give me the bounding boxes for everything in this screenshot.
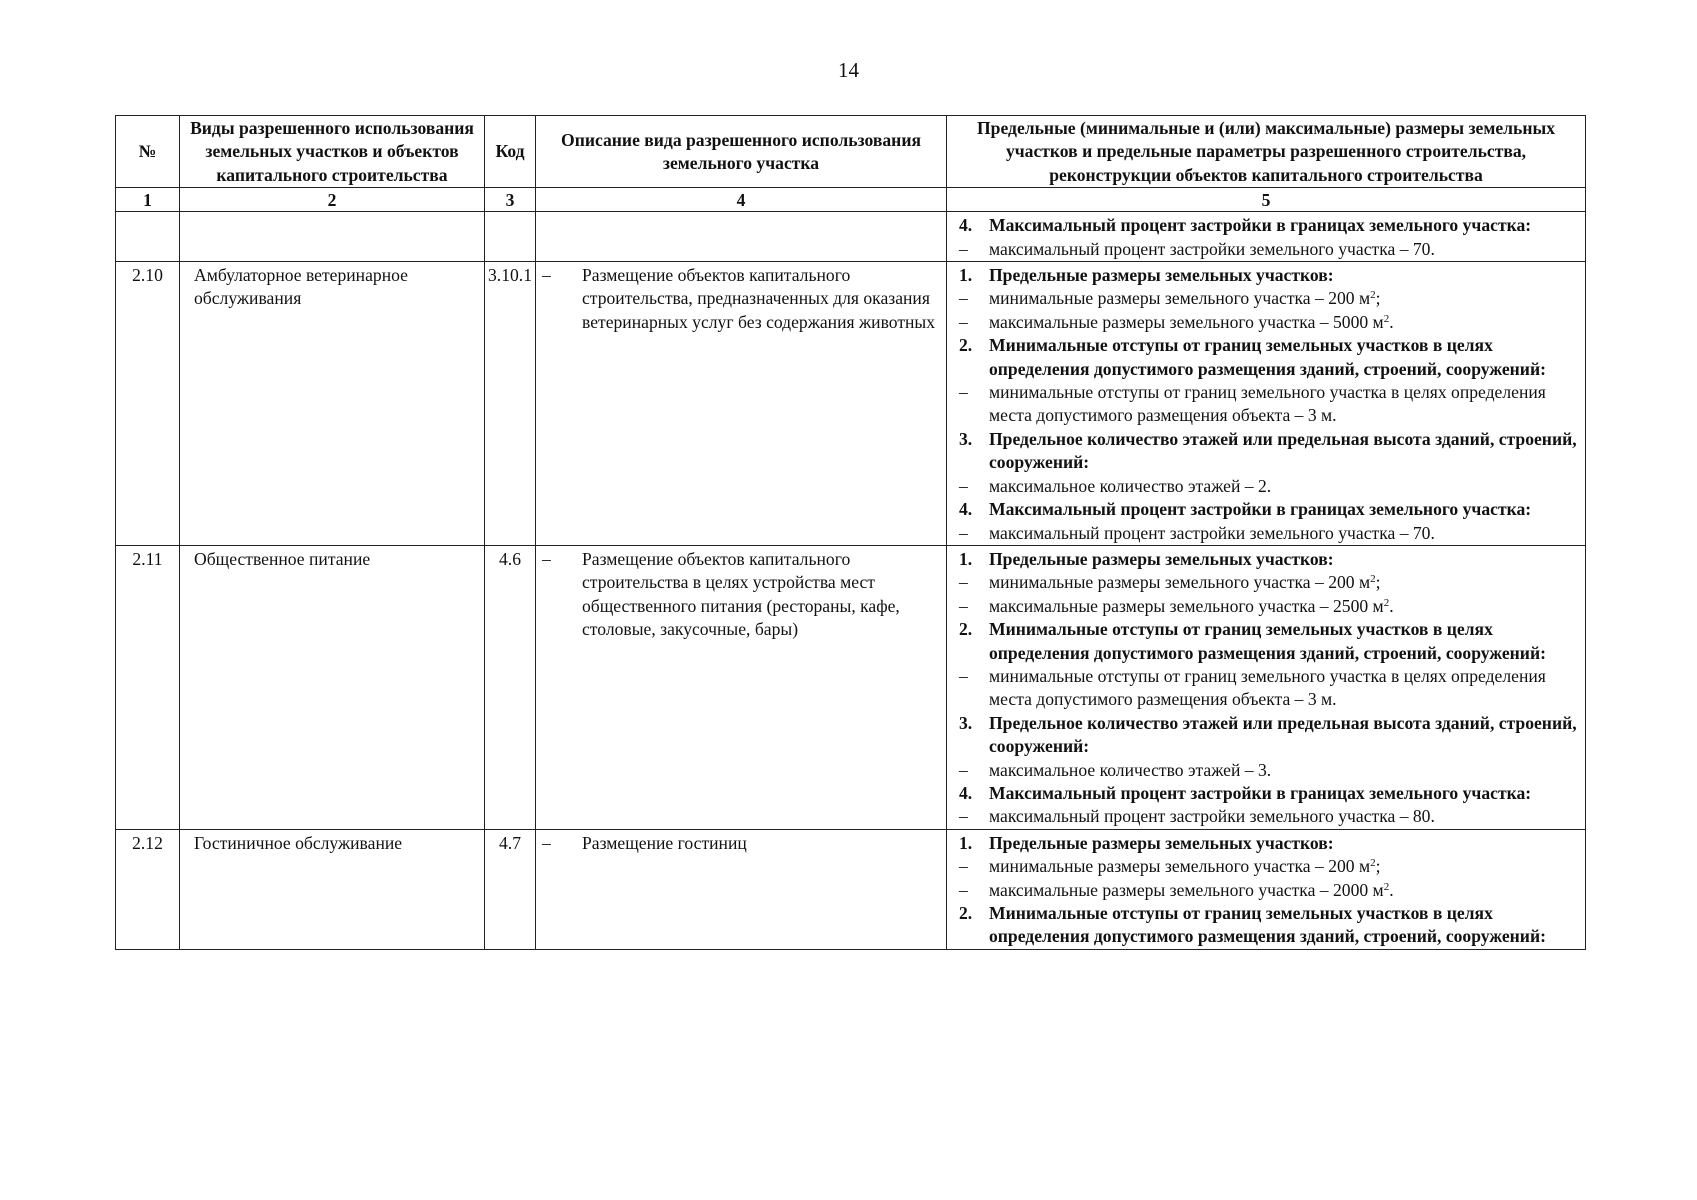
empty-cell	[116, 212, 180, 262]
param-text-main: Предельные размеры земельных участков:	[989, 265, 1334, 286]
param-text-main: Максимальный процент застройки в границах земельного участка:	[989, 499, 1532, 520]
param-item	[959, 665, 1577, 712]
param-text	[989, 311, 1577, 334]
param-text	[989, 855, 1577, 878]
param-text-main: максимальный процент застройки земельного участка – 70.	[989, 522, 1435, 543]
param-text	[989, 618, 1577, 665]
param-number: 2.	[959, 903, 973, 923]
dash-bullet: –	[959, 806, 968, 827]
header-parameters: Предельные (минимальные и (или) максимальные) размеры земельных участков и предельные параметры разрешенного строительства, реконструкции объектов капитального строительства	[947, 116, 1586, 188]
param-heading	[959, 214, 1577, 237]
superscript: 2	[1383, 596, 1390, 609]
dash-bullet: –	[959, 522, 968, 543]
table-row	[116, 829, 1586, 949]
param-text-main: максимальное количество этажей – 3.	[989, 759, 1272, 780]
column-number: 2	[180, 188, 485, 212]
param-text-main: минимальные размеры земельного участка – 200 м	[989, 288, 1371, 309]
header-code: Код	[485, 116, 536, 188]
param-heading	[959, 618, 1577, 665]
param-text-tail: .	[1389, 595, 1394, 616]
param-item	[959, 381, 1577, 428]
params-cell	[947, 262, 1586, 546]
param-number: 4.	[959, 499, 973, 520]
use-kind: Общественное питание	[180, 545, 485, 829]
param-text-main: Предельные размеры земельных участков:	[989, 548, 1334, 569]
param-text-tail: .	[1389, 311, 1394, 332]
param-item	[959, 879, 1577, 902]
superscript: 2	[1370, 573, 1376, 586]
param-item	[959, 855, 1577, 878]
param-text-main: Максимальный процент застройки в границах земельного участка:	[989, 215, 1532, 236]
param-number: 3.	[959, 712, 973, 733]
param-item	[959, 287, 1577, 310]
param-heading	[959, 498, 1577, 521]
dash-bullet: –	[959, 665, 968, 686]
param-number: 2.	[959, 335, 973, 356]
param-number: 1.	[959, 832, 973, 853]
superscript: 2	[1383, 312, 1390, 325]
param-text	[989, 712, 1577, 759]
param-text	[989, 522, 1577, 545]
param-text-main: Минимальные отступы от границ земельных участков в целях определения допустимого размещения зданий, строений, сооружений:	[989, 619, 1546, 663]
empty-cell	[180, 212, 485, 262]
column-number: 3	[485, 188, 536, 212]
param-item	[959, 475, 1577, 498]
param-heading	[959, 548, 1577, 571]
params-cell	[947, 829, 1586, 949]
row-number: 2.12	[116, 829, 180, 949]
header-description: Описание вида разрешенного использования земельного участка	[536, 116, 947, 188]
description-text: Размещение гостиниц	[582, 832, 747, 853]
description-item	[536, 264, 946, 334]
params-cell	[947, 212, 1586, 262]
param-text	[989, 475, 1577, 498]
dash-bullet: –	[959, 879, 968, 900]
param-text-tail: ;	[1375, 856, 1381, 877]
row-number: 2.10	[116, 262, 180, 546]
dash-bullet: –	[959, 238, 968, 259]
column-number: 1	[116, 188, 180, 212]
param-text	[989, 264, 1577, 287]
params-cell	[947, 545, 1586, 829]
superscript: 2	[1370, 857, 1376, 870]
param-number: 4.	[959, 215, 973, 236]
use-code: 4.6	[485, 545, 536, 829]
param-heading	[959, 428, 1577, 475]
header-use-kind: Виды разрешенного использования земельных участков и объектов капитального строительства	[180, 116, 485, 188]
dash-bullet: –	[959, 856, 968, 877]
land-use-table	[115, 115, 1586, 950]
column-number-row	[116, 188, 1586, 212]
superscript: 2	[1383, 880, 1390, 893]
param-heading	[959, 902, 1577, 949]
column-number: 5	[947, 188, 1586, 212]
header-number: №	[116, 116, 180, 188]
dash-bullet: –	[959, 595, 968, 616]
description-item	[536, 548, 946, 642]
param-text	[989, 428, 1577, 475]
dash-bullet: –	[959, 288, 968, 309]
empty-cell	[485, 212, 536, 262]
param-text	[989, 238, 1577, 261]
param-number: 1.	[959, 548, 973, 569]
param-heading	[959, 264, 1577, 287]
description-text: Размещение объектов капитального строительства, предназначенных для оказания ветеринарных услуг без содержания животных	[582, 265, 936, 332]
param-text-main: минимальные отступы от границ земельного участка в целях определения места допустимого размещения объекта – 3 м.	[989, 382, 1546, 426]
param-text-main: минимальные размеры земельного участка – 200 м	[989, 856, 1371, 877]
param-text	[989, 832, 1577, 855]
description-item	[536, 832, 946, 855]
use-description	[536, 262, 947, 546]
use-kind: Амбулаторное ветеринарное обслуживания	[180, 262, 485, 546]
param-text	[989, 571, 1577, 594]
param-text-main: Предельные размеры земельных участков:	[989, 832, 1334, 853]
param-text-tail: .	[1389, 879, 1394, 900]
param-heading	[959, 712, 1577, 759]
param-text-main: максимальные размеры земельного участка – 5000 м	[989, 311, 1384, 332]
param-text-main: максимальный процент застройки земельного участка – 80.	[989, 806, 1435, 827]
param-text-main: Минимальные отступы от границ земельных участков в целях определения допустимого размещения зданий, строений, сооружений:	[989, 903, 1546, 947]
table-row	[116, 262, 1586, 546]
dash-bullet: –	[959, 759, 968, 780]
param-text-main: Предельное количество этажей или предельная высота зданий, строений, сооружений:	[989, 428, 1577, 473]
param-heading	[959, 782, 1577, 805]
dash-bullet: –	[542, 548, 551, 569]
param-item	[959, 522, 1577, 545]
param-number: 2.	[959, 619, 973, 640]
dash-bullet: –	[542, 265, 551, 286]
dash-bullet: –	[542, 832, 551, 853]
param-text-main: Предельное количество этажей или предельная высота зданий, строений, сооружений:	[989, 712, 1577, 757]
superscript: 2	[1370, 289, 1376, 302]
dash-bullet: –	[959, 572, 968, 593]
use-code: 3.10.1	[485, 262, 536, 546]
param-text	[989, 595, 1577, 618]
param-text-main: минимальные отступы от границ земельного участка в целях определения места допустимого размещения объекта – 3 м.	[989, 665, 1546, 710]
param-text-main: минимальные размеры земельного участка – 200 м	[989, 572, 1371, 593]
param-item	[959, 595, 1577, 618]
param-text	[989, 381, 1577, 428]
param-text-main: максимальные размеры земельного участка – 2500 м	[989, 595, 1384, 616]
param-text	[989, 334, 1577, 381]
table-header-row	[116, 116, 1586, 188]
param-text-main: максимальные размеры земельного участка – 2000 м	[989, 879, 1384, 900]
param-text	[989, 214, 1577, 237]
use-kind: Гостиничное обслуживание	[180, 829, 485, 949]
param-text-main: Максимальный процент застройки в границах земельного участка:	[989, 782, 1532, 803]
param-item	[959, 805, 1577, 828]
dash-bullet: –	[959, 382, 968, 403]
param-text	[989, 879, 1577, 902]
param-text	[989, 782, 1577, 805]
use-description	[536, 545, 947, 829]
param-text	[989, 287, 1577, 310]
param-text	[989, 548, 1577, 571]
param-text-main: Минимальные отступы от границ земельных участков в целях определения допустимого размещения зданий, строений, сооружений:	[989, 335, 1546, 379]
param-text	[989, 902, 1577, 949]
param-text	[989, 498, 1577, 521]
param-text-main: максимальное количество этажей – 2.	[989, 475, 1272, 496]
dash-bullet: –	[959, 311, 968, 332]
use-description	[536, 829, 947, 949]
param-number: 3.	[959, 428, 973, 449]
param-text-tail: ;	[1375, 572, 1381, 593]
page-number: 14	[838, 58, 859, 82]
table-row	[116, 545, 1586, 829]
param-item	[959, 238, 1577, 261]
empty-cell	[536, 212, 947, 262]
description-text: Размещение объектов капитального строительства в целях устройства мест общественного питания (рестораны, кафе, столовые, закусочные, бары)	[582, 548, 900, 640]
param-text	[989, 759, 1577, 782]
param-item	[959, 759, 1577, 782]
param-text	[989, 665, 1577, 712]
use-code: 4.7	[485, 829, 536, 949]
param-text-tail: ;	[1375, 288, 1381, 309]
param-item	[959, 311, 1577, 334]
table-row-continuation	[116, 212, 1586, 262]
param-text	[989, 805, 1577, 828]
row-number: 2.11	[116, 545, 180, 829]
param-heading	[959, 832, 1577, 855]
dash-bullet: –	[959, 475, 968, 496]
param-item	[959, 571, 1577, 594]
param-number: 1.	[959, 265, 973, 286]
param-heading	[959, 334, 1577, 381]
param-number: 4.	[959, 782, 973, 803]
table-body	[116, 212, 1586, 950]
column-number: 4	[536, 188, 947, 212]
param-text-main: максимальный процент застройки земельного участка – 70.	[989, 238, 1435, 259]
